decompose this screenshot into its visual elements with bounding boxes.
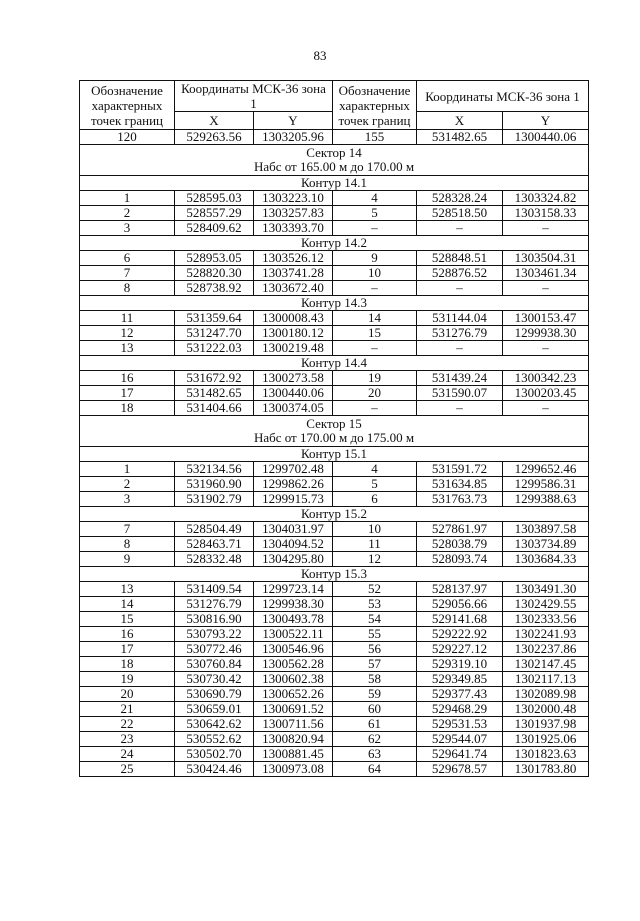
coord-x-cell: 529319.10 xyxy=(417,657,503,672)
coord-x-cell: 530690.79 xyxy=(175,687,254,702)
coord-y-cell: 1299388.63 xyxy=(503,492,589,507)
coord-y-cell: 1300342.23 xyxy=(503,371,589,386)
point-id-cell: 7 xyxy=(80,266,175,281)
point-id-cell: – xyxy=(333,281,417,296)
table-row xyxy=(80,191,589,206)
coord-x-cell: 530502.70 xyxy=(175,747,254,762)
coord-x-cell: 529349.85 xyxy=(417,672,503,687)
point-id-cell: 16 xyxy=(80,627,175,642)
coord-y-cell: 1299938.30 xyxy=(503,326,589,341)
coord-x-cell: – xyxy=(417,401,503,416)
point-id-cell: – xyxy=(333,221,417,236)
point-id-cell: 20 xyxy=(80,687,175,702)
table-row xyxy=(80,627,589,642)
point-id-cell: 9 xyxy=(80,552,175,567)
coord-y-cell: 1302089.98 xyxy=(503,687,589,702)
point-id-cell: 155 xyxy=(333,130,417,145)
coord-y-cell: 1304295.80 xyxy=(254,552,333,567)
coord-y-cell: 1303526.12 xyxy=(254,251,333,266)
point-id-cell: 60 xyxy=(333,702,417,717)
contour-heading: Контур 14.1 xyxy=(80,176,589,191)
point-id-cell: 18 xyxy=(80,401,175,416)
coord-x-cell: 529678.57 xyxy=(417,762,503,777)
coord-y-cell: 1303393.70 xyxy=(254,221,333,236)
point-id-cell: 54 xyxy=(333,612,417,627)
coord-y-cell: 1299723.14 xyxy=(254,582,333,597)
point-id-cell: 12 xyxy=(80,326,175,341)
coord-y-cell: 1299915.73 xyxy=(254,492,333,507)
coord-y-cell: 1304094.52 xyxy=(254,537,333,552)
coord-x-cell: – xyxy=(417,341,503,356)
coord-y-cell: 1300522.11 xyxy=(254,627,333,642)
coord-x-cell: 529056.66 xyxy=(417,597,503,612)
point-id-cell: 23 xyxy=(80,732,175,747)
point-id-cell: 24 xyxy=(80,747,175,762)
header-coords-label-left: Координаты МСК-36 зона 1 xyxy=(175,81,333,112)
point-id-cell: 1 xyxy=(80,191,175,206)
coordinates-table xyxy=(79,80,589,777)
coord-y-cell: 1303324.82 xyxy=(503,191,589,206)
point-id-cell: 7 xyxy=(80,522,175,537)
point-id-cell: 11 xyxy=(80,311,175,326)
coord-x-cell: 528557.29 xyxy=(175,206,254,221)
table-row xyxy=(80,657,589,672)
coord-x-cell: 531439.24 xyxy=(417,371,503,386)
table-row xyxy=(80,747,589,762)
coord-y-cell: 1301937.98 xyxy=(503,717,589,732)
sector-row xyxy=(80,145,589,176)
coord-y-cell: 1300691.52 xyxy=(254,702,333,717)
coord-y-cell: 1302000.48 xyxy=(503,702,589,717)
point-id-cell: 13 xyxy=(80,341,175,356)
table-row xyxy=(80,762,589,777)
table-row xyxy=(80,732,589,747)
point-id-cell: 5 xyxy=(333,206,417,221)
contour-row xyxy=(80,567,589,582)
coord-x-cell: 531763.73 xyxy=(417,492,503,507)
contour-heading: Контур 14.4 xyxy=(80,356,589,371)
coord-y-cell: 1300546.96 xyxy=(254,642,333,657)
coord-x-cell: 528328.24 xyxy=(417,191,503,206)
coord-y-cell: 1300440.06 xyxy=(254,386,333,401)
point-id-cell: 14 xyxy=(80,597,175,612)
table-row xyxy=(80,672,589,687)
table-row xyxy=(80,687,589,702)
point-id-cell: 3 xyxy=(80,221,175,236)
coord-y-cell: 1303223.10 xyxy=(254,191,333,206)
coord-x-cell: – xyxy=(417,281,503,296)
point-id-cell: 62 xyxy=(333,732,417,747)
coord-x-cell: 528820.30 xyxy=(175,266,254,281)
sector-title: Сектор 15 xyxy=(306,416,362,431)
table-row xyxy=(80,401,589,416)
coord-x-cell: 531591.72 xyxy=(417,462,503,477)
point-id-cell: 64 xyxy=(333,762,417,777)
contour-heading: Контур 15.1 xyxy=(80,447,589,462)
coord-x-cell: 528409.62 xyxy=(175,221,254,236)
contour-row xyxy=(80,296,589,311)
coord-y-cell: 1303461.34 xyxy=(503,266,589,281)
coord-y-cell: 1301783.80 xyxy=(503,762,589,777)
coord-y-cell: 1303734.89 xyxy=(503,537,589,552)
point-id-cell: 53 xyxy=(333,597,417,612)
coord-x-cell: 531276.79 xyxy=(417,326,503,341)
table-row xyxy=(80,642,589,657)
point-id-cell: 10 xyxy=(333,522,417,537)
contour-row xyxy=(80,447,589,462)
contour-heading: Контур 14.2 xyxy=(80,236,589,251)
coord-y-cell: 1299938.30 xyxy=(254,597,333,612)
point-id-cell: 58 xyxy=(333,672,417,687)
point-id-cell: 120 xyxy=(80,130,175,145)
header-coords-label-right: Координаты МСК-36 зона 1 xyxy=(417,81,589,112)
coord-y-cell: 1301823.63 xyxy=(503,747,589,762)
coord-y-cell: 1300374.05 xyxy=(254,401,333,416)
coord-y-cell: – xyxy=(503,221,589,236)
coord-x-cell: 528953.05 xyxy=(175,251,254,266)
point-id-cell: 22 xyxy=(80,717,175,732)
coord-y-cell: 1300711.56 xyxy=(254,717,333,732)
coord-x-cell: 528876.52 xyxy=(417,266,503,281)
contour-row xyxy=(80,356,589,371)
point-id-cell: 17 xyxy=(80,386,175,401)
point-id-cell: 8 xyxy=(80,281,175,296)
coord-x-cell: 531359.64 xyxy=(175,311,254,326)
contour-heading: Контур 15.2 xyxy=(80,507,589,522)
coord-x-cell: 530793.22 xyxy=(175,627,254,642)
contour-heading: Контур 15.3 xyxy=(80,567,589,582)
coord-y-cell: 1303897.58 xyxy=(503,522,589,537)
sector-height-range: Набс от 170.00 м до 175.00 м xyxy=(253,430,415,445)
coord-y-cell: 1300008.43 xyxy=(254,311,333,326)
table-row xyxy=(80,462,589,477)
coord-x-cell: 531222.03 xyxy=(175,341,254,356)
point-id-cell: 5 xyxy=(333,477,417,492)
coord-y-cell: 1300973.08 xyxy=(254,762,333,777)
contour-heading: Контур 14.3 xyxy=(80,296,589,311)
coord-x-cell: 531902.79 xyxy=(175,492,254,507)
coord-x-cell: 531960.90 xyxy=(175,477,254,492)
point-id-cell: 18 xyxy=(80,657,175,672)
page-number: 83 xyxy=(313,48,327,63)
coord-x-cell: 528738.92 xyxy=(175,281,254,296)
header-point-label-right: Обозначение характерных точек границ xyxy=(333,81,417,130)
coord-x-cell: 529377.43 xyxy=(417,687,503,702)
point-id-cell: 19 xyxy=(333,371,417,386)
point-id-cell: 2 xyxy=(80,477,175,492)
coord-x-cell: 529141.68 xyxy=(417,612,503,627)
coord-x-cell: 531634.85 xyxy=(417,477,503,492)
coord-x-cell: 528518.50 xyxy=(417,206,503,221)
coord-y-cell: 1300219.48 xyxy=(254,341,333,356)
coord-y-cell: 1303205.96 xyxy=(254,130,333,145)
table-row xyxy=(80,130,589,145)
point-id-cell: 3 xyxy=(80,492,175,507)
table-row xyxy=(80,326,589,341)
header-y-left: Y xyxy=(254,112,333,130)
coord-x-cell: 528038.79 xyxy=(417,537,503,552)
coord-x-cell: 530730.42 xyxy=(175,672,254,687)
table-row xyxy=(80,477,589,492)
coord-y-cell: 1301925.06 xyxy=(503,732,589,747)
point-id-cell: 6 xyxy=(80,251,175,266)
point-id-cell: 57 xyxy=(333,657,417,672)
coord-y-cell: 1300273.58 xyxy=(254,371,333,386)
table-row xyxy=(80,582,589,597)
point-id-cell: 55 xyxy=(333,627,417,642)
table-body xyxy=(80,130,589,777)
coord-x-cell: 530642.62 xyxy=(175,717,254,732)
coord-x-cell: 531276.79 xyxy=(175,597,254,612)
point-id-cell: 11 xyxy=(333,537,417,552)
coord-y-cell: 1302429.55 xyxy=(503,597,589,612)
coord-y-cell: 1299652.46 xyxy=(503,462,589,477)
coord-x-cell: 530760.84 xyxy=(175,657,254,672)
coord-y-cell: 1300493.78 xyxy=(254,612,333,627)
coord-y-cell: 1303672.40 xyxy=(254,281,333,296)
coord-y-cell: 1300602.38 xyxy=(254,672,333,687)
point-id-cell: 9 xyxy=(333,251,417,266)
coord-x-cell: 529222.92 xyxy=(417,627,503,642)
point-id-cell: – xyxy=(333,341,417,356)
table-row xyxy=(80,266,589,281)
point-id-cell: 21 xyxy=(80,702,175,717)
point-id-cell: 59 xyxy=(333,687,417,702)
point-id-cell: 2 xyxy=(80,206,175,221)
header-y-right: Y xyxy=(503,112,589,130)
table-row xyxy=(80,702,589,717)
coord-x-cell: 528332.48 xyxy=(175,552,254,567)
coord-y-cell: 1299702.48 xyxy=(254,462,333,477)
coord-y-cell: 1299862.26 xyxy=(254,477,333,492)
coord-x-cell: 529468.29 xyxy=(417,702,503,717)
table-row xyxy=(80,552,589,567)
coord-x-cell: 527861.97 xyxy=(417,522,503,537)
point-id-cell: 15 xyxy=(80,612,175,627)
coord-x-cell: – xyxy=(417,221,503,236)
coord-x-cell: 531409.54 xyxy=(175,582,254,597)
coord-y-cell: 1303158.33 xyxy=(503,206,589,221)
coord-x-cell: 531482.65 xyxy=(417,130,503,145)
coord-x-cell: 528093.74 xyxy=(417,552,503,567)
coord-x-cell: 530552.62 xyxy=(175,732,254,747)
point-id-cell: 14 xyxy=(333,311,417,326)
table-row xyxy=(80,371,589,386)
point-id-cell: 16 xyxy=(80,371,175,386)
contour-row xyxy=(80,236,589,251)
table-row xyxy=(80,612,589,627)
coord-y-cell: 1303504.31 xyxy=(503,251,589,266)
coord-y-cell: 1300562.28 xyxy=(254,657,333,672)
header-x-left: X xyxy=(175,112,254,130)
point-id-cell: 4 xyxy=(333,462,417,477)
table-row xyxy=(80,281,589,296)
coord-x-cell: 528595.03 xyxy=(175,191,254,206)
point-id-cell: 6 xyxy=(333,492,417,507)
coord-y-cell: 1302147.45 xyxy=(503,657,589,672)
coord-x-cell: 531144.04 xyxy=(417,311,503,326)
sector-row xyxy=(80,416,589,447)
coord-y-cell: – xyxy=(503,281,589,296)
table-row xyxy=(80,251,589,266)
coord-x-cell: 529531.53 xyxy=(417,717,503,732)
point-id-cell: 10 xyxy=(333,266,417,281)
coord-x-cell: 531247.70 xyxy=(175,326,254,341)
coord-y-cell: 1300652.26 xyxy=(254,687,333,702)
header-x-right: X xyxy=(417,112,503,130)
point-id-cell: 12 xyxy=(333,552,417,567)
coord-x-cell: 530816.90 xyxy=(175,612,254,627)
coord-x-cell: 528848.51 xyxy=(417,251,503,266)
coord-x-cell: 532134.56 xyxy=(175,462,254,477)
coord-y-cell: 1299586.31 xyxy=(503,477,589,492)
coord-x-cell: 529263.56 xyxy=(175,130,254,145)
coord-y-cell: 1300203.45 xyxy=(503,386,589,401)
point-id-cell: 19 xyxy=(80,672,175,687)
coord-x-cell: 531404.66 xyxy=(175,401,254,416)
coord-y-cell: 1303257.83 xyxy=(254,206,333,221)
coord-y-cell: 1304031.97 xyxy=(254,522,333,537)
point-id-cell: 56 xyxy=(333,642,417,657)
sector-title: Сектор 14 xyxy=(306,145,362,160)
coord-x-cell: 529227.12 xyxy=(417,642,503,657)
table-row xyxy=(80,522,589,537)
header-point-label-left: Обозначение характерных точек границ xyxy=(80,81,175,130)
coord-x-cell: 531590.07 xyxy=(417,386,503,401)
coord-x-cell: 530772.46 xyxy=(175,642,254,657)
coord-y-cell: 1302117.13 xyxy=(503,672,589,687)
sector-heading xyxy=(80,416,589,447)
point-id-cell: – xyxy=(333,401,417,416)
coord-y-cell: – xyxy=(503,341,589,356)
coord-x-cell: 531672.92 xyxy=(175,371,254,386)
coord-x-cell: 530424.46 xyxy=(175,762,254,777)
coord-y-cell: 1303491.30 xyxy=(503,582,589,597)
table-row xyxy=(80,341,589,356)
coord-y-cell: 1303741.28 xyxy=(254,266,333,281)
sector-heading xyxy=(80,145,589,176)
coord-x-cell: 528137.97 xyxy=(417,582,503,597)
table-row xyxy=(80,311,589,326)
coord-x-cell: 530659.01 xyxy=(175,702,254,717)
point-id-cell: 20 xyxy=(333,386,417,401)
coord-y-cell: 1300153.47 xyxy=(503,311,589,326)
point-id-cell: 8 xyxy=(80,537,175,552)
point-id-cell: 15 xyxy=(333,326,417,341)
point-id-cell: 61 xyxy=(333,717,417,732)
table-row xyxy=(80,717,589,732)
point-id-cell: 4 xyxy=(333,191,417,206)
point-id-cell: 13 xyxy=(80,582,175,597)
table-row xyxy=(80,537,589,552)
contour-row xyxy=(80,176,589,191)
coord-y-cell: 1300180.12 xyxy=(254,326,333,341)
coord-y-cell: 1300881.45 xyxy=(254,747,333,762)
coord-x-cell: 529544.07 xyxy=(417,732,503,747)
coord-x-cell: 529641.74 xyxy=(417,747,503,762)
table-row xyxy=(80,597,589,612)
sector-height-range: Набс от 165.00 м до 170.00 м xyxy=(253,159,415,174)
coord-y-cell: 1303684.33 xyxy=(503,552,589,567)
table-row xyxy=(80,492,589,507)
point-id-cell: 17 xyxy=(80,642,175,657)
point-id-cell: 63 xyxy=(333,747,417,762)
coord-y-cell: 1302333.56 xyxy=(503,612,589,627)
coord-y-cell: – xyxy=(503,401,589,416)
table-row xyxy=(80,386,589,401)
coord-x-cell: 528504.49 xyxy=(175,522,254,537)
point-id-cell: 1 xyxy=(80,462,175,477)
coord-x-cell: 531482.65 xyxy=(175,386,254,401)
coord-y-cell: 1300820.94 xyxy=(254,732,333,747)
coord-y-cell: 1302237.86 xyxy=(503,642,589,657)
coord-y-cell: 1300440.06 xyxy=(503,130,589,145)
coord-x-cell: 528463.71 xyxy=(175,537,254,552)
point-id-cell: 52 xyxy=(333,582,417,597)
table-row xyxy=(80,206,589,221)
point-id-cell: 25 xyxy=(80,762,175,777)
contour-row xyxy=(80,507,589,522)
coord-y-cell: 1302241.93 xyxy=(503,627,589,642)
table-row xyxy=(80,221,589,236)
